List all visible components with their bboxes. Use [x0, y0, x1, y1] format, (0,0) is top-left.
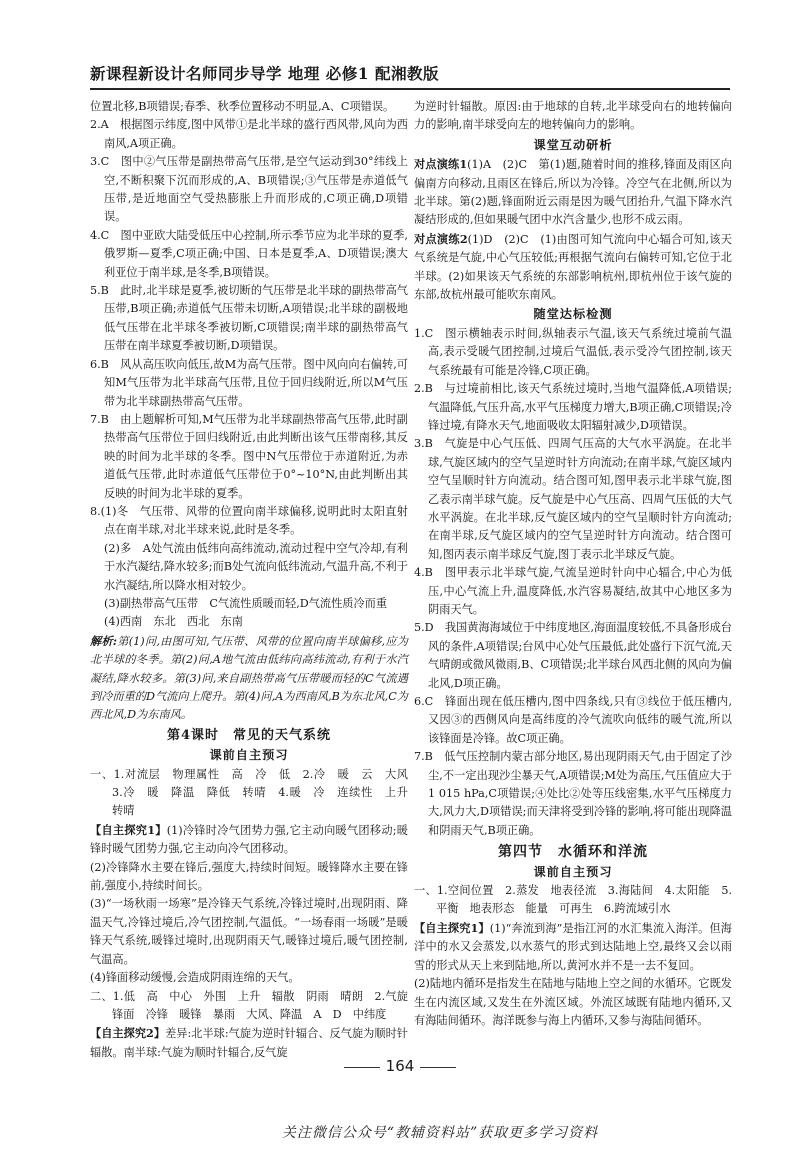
page-number: 164	[385, 1057, 415, 1075]
paragraph-body: 差异:北半球:气旋为逆时针辐合、反气旋为顺时针辐散。南半球:气旋为顺时针辐合,反气旋	[90, 1027, 408, 1059]
answer-item: 6.B 风从高压吹向低压,故M为高气压带。图中风向向右偏转,可知M气压带为北半球高气压带,且位于回归线附近,所以M气压带为北半球副热带高气压带。	[90, 357, 408, 408]
answer-item: 2.B 与过境前相比,该天气系统过境时,当地气温降低,A项错误;气温降低,气压升高,水平气压梯度力增大,B项正确,C项错误;冷锋过境,有降水天气,地面吸收太阳辐射减少,D项错误。	[414, 382, 732, 432]
answer-item: 7.B 低气压控制内蒙古部分地区,易出现阴雨天气,由于固定了沙尘,不一定出现沙尘暴天气,A项错误;M处为高压,气压值应大于1 015 hPa,C项错误;④处比②处等压线密集,水平气压梯度力大,风力大,D项错误;而天津将受到冷锋的影响,将可能出现降温和阴雨天气,B项正确。	[414, 750, 732, 837]
answer-paragraph: 一、1.空间位置 2.蒸发 地表径流 3.海陆间 4.太阳能 5.平衡 地表形态 能量 可再生 6.跨流域引水	[414, 884, 732, 916]
paragraph-lead-label: 解析:	[90, 633, 118, 648]
answer-item: 4.C 图中亚欧大陆受低压中心控制,所示季节应为北半球的夏季,俄罗斯—夏季,C项正确;中国、日本是夏季,A、D项错误;澳大利亚位于南半球,是冬季,B项错误。	[90, 228, 408, 279]
answer-item: 4.B 图甲表示北半球气旋,气流呈逆时针向中心辐合,中心为低压,中心气流上升,温度降低,水汽容易凝结,故其中心地区多为阴雨天气。	[414, 566, 732, 616]
answer-paragraph: (4)锋面移动缓慢,会造成阴雨连绵的天气。	[90, 971, 300, 985]
answer-paragraph: 一、1.对流层 物理属性 高 冷 低 2.冷 暖 云 大风 3.冷 暖 降温 降低 转晴 4.暖 冷 连续性 上升 转晴	[90, 767, 420, 818]
answer-paragraph: (2)冷锋降水主要在锋后,强度大,持续时间短。暖锋降水主要在锋前,强度小,持续时间长。	[90, 860, 408, 893]
answer-paragraph: 为逆时针辐散。原因:由于地球的自转,北半球受向右的地转偏向力的影响,南半球受向左的地转偏向力的影响。	[414, 100, 732, 132]
answer-item: 2.A 根据图示纬度,图中风带①是北半球的盛行西风带,风向为西南风,A项正确。	[90, 118, 408, 150]
paragraph-body: (1)D (2)C (1)由图可知气流向中心辐合可知,该天气系统是气旋,中心气压较低;再根据气流向右偏转可知,它位于北半球。(2)如果该天气系统的东部影响杭州,即杭州位于该气旋的东部,故杭州最可能吹东南风。	[414, 232, 732, 302]
answer-paragraph: 位置北移,B项错误;春季、秋季位置移动不明显,A、C项错误。	[90, 100, 395, 113]
left-column	[90, 98, 420, 1062]
right-column	[414, 98, 732, 1030]
exercise-paragraph	[414, 919, 732, 975]
paragraph-body: (1)A (2)C 第(1)题,随着时间的推移,锋面及雨区向偏南方向移动,且雨区在锋后,所以为冷锋。冷空气在北侧,所以为北半球。第(2)题,锋面附近云雨是因为暖气团抬升,气温下降水汽凝结形成的,但如果暖气团中水汽含量少,也形不成云雨。	[414, 158, 732, 227]
footer-watermark-text: 关注微信公众号“教辅资料站”获取更多学习资料	[281, 1125, 599, 1141]
answer-paragraph: (3)副热带高气压带 C气流性质暖而轻,D气流性质冷而重	[104, 596, 388, 610]
answer-paragraph: (3)“一场秋雨一场寒”是冷锋天气系统,冷锋过境时,出现阴雨、降温天气,冷锋过境后,冷气团控制,气温低。“一场春雨一场暖”是暖锋天气系统,暖锋过境时,出现阴雨天气,暖锋过境后,暖气团控制,气温高。	[90, 897, 408, 966]
running-header	[90, 58, 730, 90]
answer-item: 3.C 图中②气压带是副热带高气压带,是空气运动到30°纬线上空,不断积聚下沉而形成的,A、B项错误;③气压带是赤道低气压带,是近地面空气受热膨胀上升而形成的,C项正确,D项错误。	[90, 155, 408, 224]
section-heading: 课前自主预习	[533, 864, 613, 879]
answer-paragraph: (4)西南 东北 西北 东南	[104, 615, 243, 629]
page-number-rule-right	[420, 1067, 456, 1068]
answer-item: 1.C 图示横轴表示时间,纵轴表示气温,该天气系统过境前气温高,表示受暖气团控制,过境后气温低,表示受冷气团控制,该天气系统最有可能是冷锋,C项正确。	[414, 326, 732, 377]
paragraph-lead-label: 【自主探究1】	[414, 920, 490, 935]
lesson-heading: 第4课时 常见的天气系统	[166, 727, 332, 743]
answer-paragraph: (2)多 A处气流由低纬向高纬流动,流动过程中空气冷却,有利于水汽凝结,降水较多;而B处气流向低纬流动,气温升高,不利于水汽凝结,所以降水相对较少。	[104, 541, 408, 592]
section-heading: 课堂互动研析	[533, 137, 613, 152]
exercise-paragraph	[414, 230, 732, 305]
paragraph-lead-label: 对点演练1	[414, 157, 468, 172]
answer-item: 3.B 气旋是中心气压低、四周气压高的大气水平涡旋。在北半球,气旋区域内的空气呈逆时针方向流动;在南半球,气旋区域内空气呈顺时针方向流动。结合图可知,图甲表示北半球气旋,图乙表示南半球气旋。反气旋是中心气压高、四周气压低的大气水平涡旋。在北半球,反气旋区域内的空气呈顺时针方向流动;在南半球,反气旋区域内的空气呈逆时针方向流动。结合图可知,图丙表示南半球反气旋,图丁表示北半球反气旋。	[414, 437, 732, 561]
chapter-heading: 第四节 水循环和洋流	[498, 844, 648, 861]
paragraph-body: (1)“奔流到海”是指江河的水汇集流入海洋。但海洋中的水又会蒸发,以水蒸气的形式到达陆地上空,最终又会以雨雪的形式从天上来到陆地,所以,黄河水并不是一去不复回。	[414, 921, 732, 972]
answer-paragraph: (2)陆地内循环是指发生在陆地与陆地上空之间的水循环。它既发生在内流区域,又发生在外流区域。外流区域既有陆地内循环,又有海陆间循环。海洋既参与海上内循环,又参与海陆间循环。	[414, 977, 732, 1027]
page-number-block	[320, 1056, 480, 1080]
paragraph-lead-label: 【自主探究1】	[90, 822, 167, 837]
answer-item: 7.B 由上题解析可知,M气压带为北半球副热带高气压带,此时副热带高气压带位于回归线附近,由此判断出该气压带南移,其反映的时间为北半球的冬季。图中N气压带位于赤道附近,为赤道低气压带,此时赤道低气压带位于0°~10°N,由此判断出其反映的时间为北半球的夏季。	[90, 412, 408, 500]
analysis-paragraph	[90, 632, 408, 725]
paragraph-body: 第(1)问,由图可知,气压带、风带的位置向南半球偏移,应为北半球的冬季。第(2)问,A地气流由低纬向高纬流动,有利于水汽凝结,降水较多。第(3)问,来自副热带高气压带暖而轻的C气流遇到冷而重的D气流向上爬升。第(4)问,A为西南风,B为东北风,C为西北风,D为东南风。	[90, 634, 408, 722]
page-number-rule-left	[344, 1067, 380, 1068]
answer-item: 5.D 我国黄海海域位于中纬度地区,海面温度较低,不具备形成台风的条件,A项错误;台风中心处气压最低,此处盛行下沉气流,天气晴朗或微风微雨,B、C项错误;北半球台风西北侧的风向为偏北风,D项正确。	[414, 621, 732, 690]
answer-paragraph: 二、1.低 高 中心 外围 上升 辐散 阴雨 晴朗 2.气旋 锋面 冷锋 暖锋 暴雨 大风、降温 A D 中纬度	[90, 989, 420, 1021]
section-heading: 课前自主预习	[209, 748, 289, 763]
answer-item: 6.C 锋面出现在低压槽内,图中四条线,只有③线位于低压槽内,又因③的西侧风向是高纬度的冷气流吹向低纬的暖气流,所以该锋面是冷锋。故C项正确。	[414, 695, 732, 745]
paragraph-lead-label: 对点演练2	[414, 231, 468, 246]
answer-item: 8.(1)冬 气压带、风带的位置向南半球偏移,说明此时太阳直射点在南半球,对北半球来说,此时是冬季。	[90, 504, 408, 537]
paragraph-body: (1)冷锋时冷气团势力强,它主动向暖气团移动;暖锋时暖气团势力强,它主动向冷气团移动。	[90, 823, 408, 856]
header-title: 新课程新设计名师同步导学 地理 必修1 配湘教版	[90, 64, 439, 83]
paragraph-lead-label: 【自主探究2】	[90, 1026, 166, 1041]
exercise-paragraph	[90, 821, 408, 859]
answer-item: 5.B 此时,北半球是夏季,被切断的气压带是北半球的副热带高气压带,B项正确;赤道低气压带未切断,A项错误;北半球的副极地低气压带在北半球冬季被切断,C项错误;南半球的副热带高气压带在南半球夏季被切断,D项错误。	[90, 284, 408, 353]
section-heading: 随堂达标检测	[533, 307, 613, 322]
exercise-paragraph	[414, 155, 732, 230]
